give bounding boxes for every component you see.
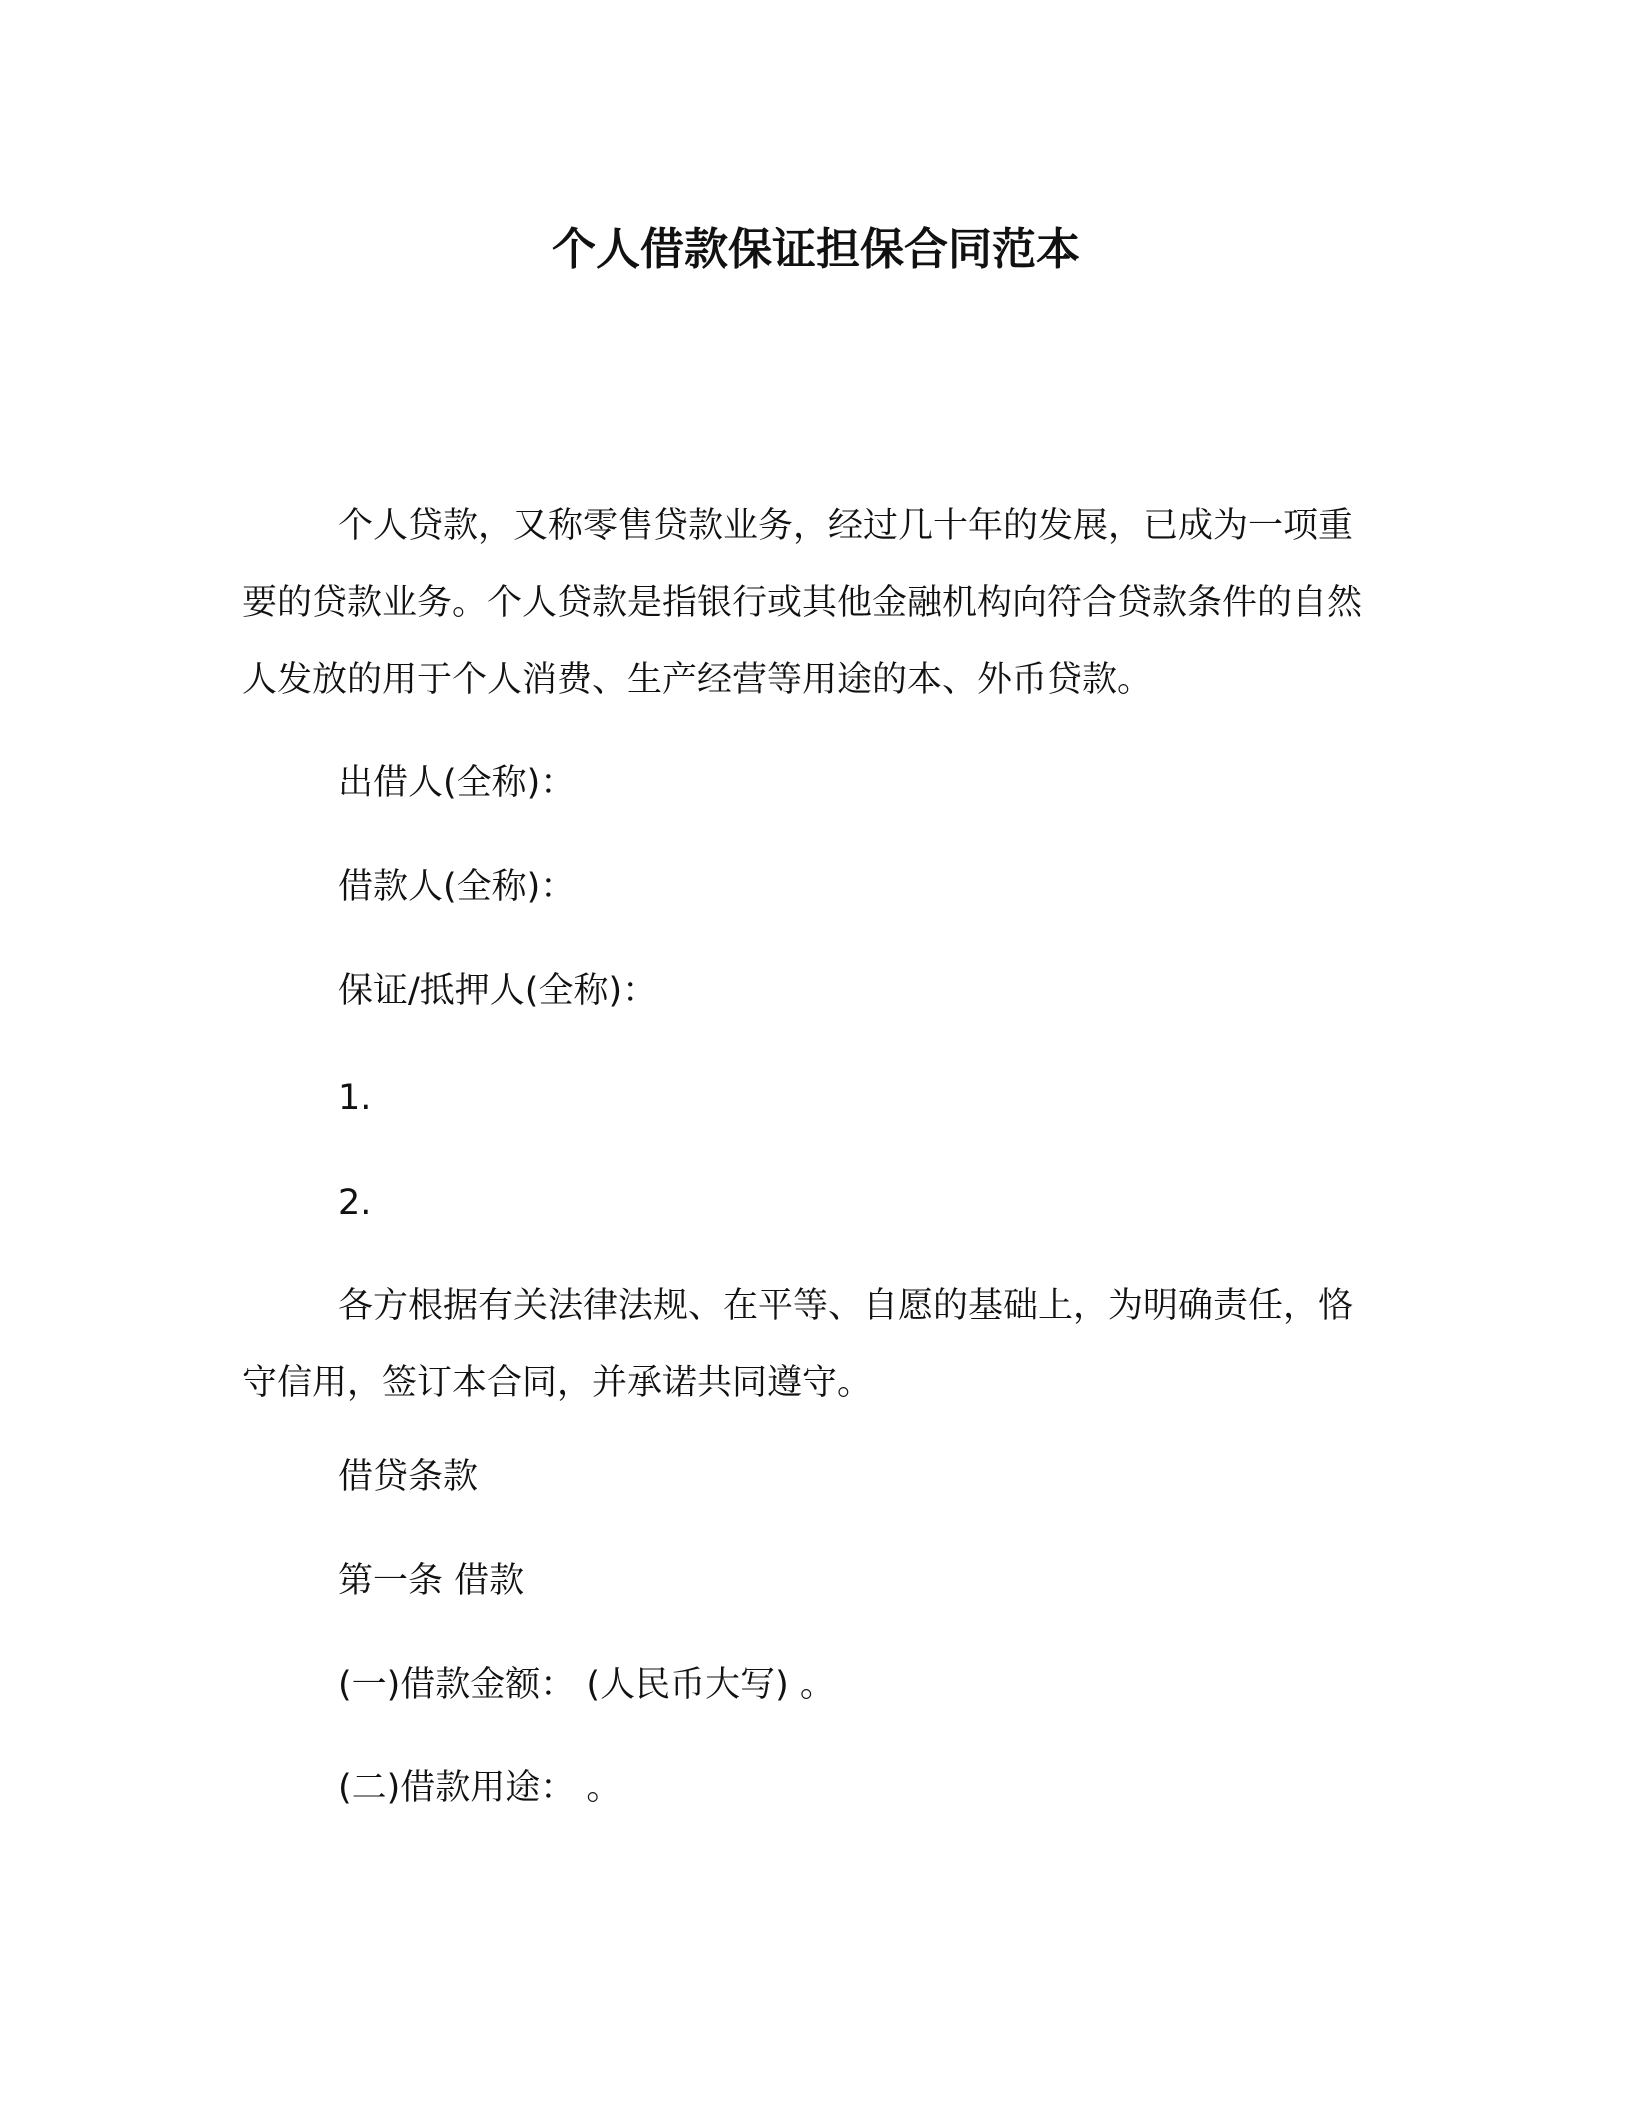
section-heading: 借贷条款 <box>338 1457 479 1497</box>
article-heading: 第一条 借款 <box>338 1561 525 1601</box>
intro-paragraph: 个人贷款，又称零售贷款业务，经过几十年的发展，已成为一项重要的贷款业务。个人贷款是指银行或其他金融机构向符合贷款条件的自然人发放的用于个人消费、生产经营等用途的本、外币贷款。 <box>242 506 1363 700</box>
list-item-1: 1. <box>338 1078 372 1118</box>
clause-loan-amount: (一)借款金额： (人民币大写) 。 <box>338 1665 835 1705</box>
document-title: 个人借款保证担保合同范本 <box>552 224 1080 275</box>
guarantor-field-label: 保证/抵押人(全称)： <box>338 971 658 1011</box>
list-item-2: 2. <box>338 1183 372 1223</box>
lender-field-label: 出借人(全称)： <box>338 763 576 803</box>
clause-loan-purpose: (二)借款用途： 。 <box>338 1768 622 1808</box>
borrower-field-label: 借款人(全称)： <box>338 867 576 907</box>
agreement-paragraph: 各方根据有关法律法规、在平等、自愿的基础上，为明确责任，恪守信用，签订本合同，并承诺共同遵守。 <box>242 1286 1354 1403</box>
